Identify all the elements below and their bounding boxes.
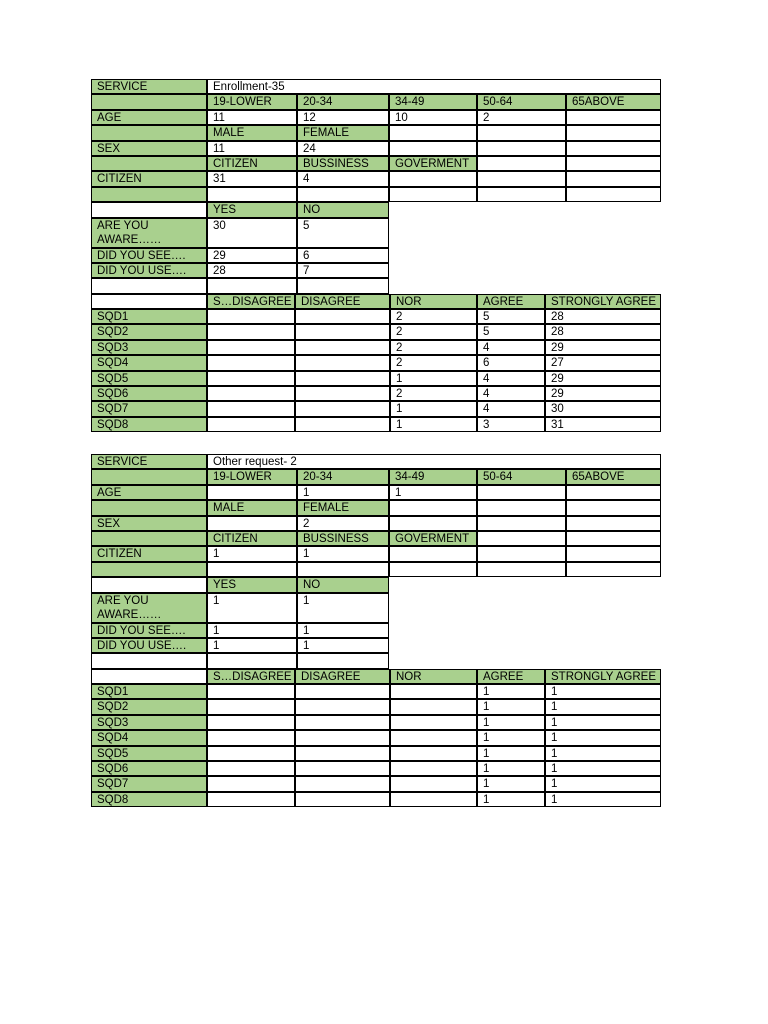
sqd-value [295,776,390,791]
sqd-header: DISAGREE [295,294,390,309]
awareness-no: 6 [297,248,389,263]
sqd-value: 30 [545,401,661,416]
blank-label-cell [91,562,207,577]
sex-value: 24 [297,141,389,156]
citizen-header-row [91,156,661,171]
spacer-row [91,278,661,293]
sqd-value: 4 [477,340,545,355]
sqd-label: SQD6 [91,386,207,401]
sqd-value: 4 [477,386,545,401]
service-label: SERVICE [91,79,207,94]
sqd-header: DISAGREE [295,669,390,684]
awareness-yes: 1 [207,638,297,653]
sqd-label: SQD7 [91,401,207,416]
sqd-header: NOR [390,669,477,684]
sqd-value [390,792,477,807]
sex-header: MALE [207,125,297,140]
citizen-header: CITIZEN [207,156,297,171]
empty-cell [477,546,566,561]
sqd-value: 2 [390,386,477,401]
awareness-label: ARE YOU AWARE…… [91,593,207,623]
age-value: 1 [389,485,477,500]
sqd-header-row [91,294,661,309]
sqd-value [295,684,390,699]
sqd-label: SQD5 [91,371,207,386]
empty-cell [566,562,661,577]
empty-cell [566,171,661,186]
sqd-value: 1 [545,699,661,714]
age-header: 19-LOWER [207,469,297,484]
sqd-value [207,371,295,386]
age-label: AGE [91,485,207,500]
sqd-value [207,699,295,714]
sqd-value [295,324,390,339]
blank-label-cell [91,156,207,171]
sqd-value: 2 [390,309,477,324]
awareness-header: YES [207,202,297,217]
sex-value: 2 [297,516,389,531]
empty-cell [566,500,661,515]
sqd-value: 5 [477,309,545,324]
sqd-row [91,730,661,745]
blank-label-cell [91,202,207,217]
citizen-header: GOVERMENT [389,531,477,546]
empty-cell [477,562,566,577]
sqd-header: S…DISAGREE [207,669,295,684]
blank-label-cell [91,187,207,202]
sqd-value [295,386,390,401]
empty-cell [477,141,566,156]
survey-table-enrollment [91,79,661,432]
spacer-row [91,653,661,668]
citizen-row [91,546,661,561]
age-value [566,485,661,500]
empty-cell [389,125,477,140]
age-value: 1 [297,485,389,500]
citizen-value: 1 [297,546,389,561]
age-header: 65ABOVE [566,469,661,484]
citizen-header: CITIZEN [207,531,297,546]
sqd-value [390,761,477,776]
survey-table-other-request [91,454,661,807]
awareness-yes: 1 [207,623,297,638]
sex-header: MALE [207,500,297,515]
service-row [91,454,661,469]
sqd-header: S…DISAGREE [207,294,295,309]
sqd-value: 28 [545,309,661,324]
awareness-label: ARE YOU AWARE…… [91,218,207,248]
sqd-value: 1 [477,699,545,714]
age-header: 65ABOVE [566,94,661,109]
sqd-row [91,309,661,324]
sqd-value: 29 [545,386,661,401]
sqd-value [207,746,295,761]
sqd-value [207,715,295,730]
sqd-header: AGREE [477,294,545,309]
empty-cell [566,531,661,546]
sex-value: 11 [207,141,297,156]
sqd-row [91,386,661,401]
sqd-value: 1 [390,417,477,432]
age-value: 10 [389,110,477,125]
sqd-header-row [91,669,661,684]
sqd-value [207,417,295,432]
blank-label-cell [91,669,207,684]
age-header: 34-49 [389,469,477,484]
age-header: 20-34 [297,94,389,109]
sqd-row [91,715,661,730]
sqd-value [207,684,295,699]
empty-cell [566,187,661,202]
age-value: 12 [297,110,389,125]
sqd-value: 1 [545,792,661,807]
sqd-value [207,730,295,745]
sqd-label: SQD4 [91,355,207,370]
sqd-label: SQD8 [91,792,207,807]
sqd-row [91,324,661,339]
sqd-value [207,401,295,416]
sqd-row [91,340,661,355]
age-header: 34-49 [389,94,477,109]
sqd-value [295,401,390,416]
sqd-value [207,324,295,339]
empty-cell [297,278,389,293]
sqd-value: 1 [477,746,545,761]
awareness-header: NO [297,577,389,592]
sqd-row [91,417,661,432]
sqd-value: 1 [390,401,477,416]
sqd-value [390,730,477,745]
age-value [566,110,661,125]
awareness-row [91,638,661,653]
empty-cell [389,141,477,156]
citizen-label: CITIZEN [91,546,207,561]
sqd-value: 1 [477,715,545,730]
empty-cell [297,562,389,577]
sqd-header: STRONGLY AGREE [545,294,661,309]
awareness-row [91,218,661,248]
awareness-header: YES [207,577,297,592]
sex-header-row [91,500,661,515]
empty-cell [91,278,207,293]
age-row [91,485,661,500]
sqd-value: 3 [477,417,545,432]
sqd-value [390,746,477,761]
awareness-row [91,623,661,638]
spacer-row [91,562,661,577]
empty-cell [566,156,661,171]
sqd-label: SQD1 [91,309,207,324]
sqd-value: 27 [545,355,661,370]
sqd-label: SQD4 [91,730,207,745]
sqd-value: 29 [545,371,661,386]
sqd-value: 6 [477,355,545,370]
citizen-header: BUSSINESS [297,156,389,171]
sqd-value [295,340,390,355]
blank-label-cell [91,577,207,592]
sqd-label: SQD2 [91,324,207,339]
blank-label-cell [91,294,207,309]
sqd-row [91,355,661,370]
sqd-value [390,715,477,730]
citizen-value: 31 [207,171,297,186]
awareness-header: NO [297,202,389,217]
sqd-label: SQD8 [91,417,207,432]
awareness-yes: 1 [207,593,297,623]
sqd-label: SQD3 [91,340,207,355]
awareness-no: 1 [297,638,389,653]
citizen-header: BUSSINESS [297,531,389,546]
empty-cell [477,171,566,186]
empty-cell [477,500,566,515]
sqd-value: 1 [390,371,477,386]
sqd-label: SQD6 [91,761,207,776]
sqd-value: 1 [545,746,661,761]
sqd-row [91,401,661,416]
sqd-value [390,699,477,714]
empty-cell [389,562,477,577]
sqd-value: 5 [477,324,545,339]
sqd-value [295,792,390,807]
awareness-row [91,248,661,263]
empty-cell [477,531,566,546]
sqd-row [91,684,661,699]
sqd-value: 1 [545,776,661,791]
empty-cell [477,187,566,202]
spacer-row [91,187,661,202]
sqd-label: SQD1 [91,684,207,699]
sqd-value [390,684,477,699]
empty-cell [389,500,477,515]
awareness-yes: 30 [207,218,297,248]
sqd-value [390,776,477,791]
sqd-value [207,792,295,807]
sqd-value: 1 [477,730,545,745]
sex-label: SEX [91,516,207,531]
empty-cell [566,125,661,140]
sqd-value [295,715,390,730]
sex-header: FEMALE [297,500,389,515]
sqd-value [295,309,390,324]
sqd-value: 1 [477,684,545,699]
age-label: AGE [91,110,207,125]
sqd-value [295,699,390,714]
sqd-value [295,761,390,776]
awareness-yes: 29 [207,248,297,263]
empty-cell [297,187,389,202]
awareness-row [91,593,661,623]
awareness-no: 7 [297,263,389,278]
awareness-header-row [91,577,661,592]
citizen-value [389,171,477,186]
citizen-label: CITIZEN [91,171,207,186]
awareness-label: DID YOU USE…. [91,638,207,653]
sex-header: FEMALE [297,125,389,140]
sex-label: SEX [91,141,207,156]
citizen-header: GOVERMENT [389,156,477,171]
empty-cell [566,516,661,531]
awareness-label: DID YOU SEE…. [91,623,207,638]
sqd-value: 4 [477,401,545,416]
sqd-value: 1 [545,730,661,745]
service-label: SERVICE [91,454,207,469]
empty-cell [207,187,297,202]
age-value [207,485,297,500]
sqd-label: SQD3 [91,715,207,730]
sqd-value: 2 [390,324,477,339]
sqd-row [91,371,661,386]
empty-cell [389,187,477,202]
sqd-label: SQD5 [91,746,207,761]
sqd-value [207,386,295,401]
awareness-row [91,263,661,278]
sex-row [91,141,661,156]
service-value: Other request- 2 [207,454,661,469]
sex-row [91,516,661,531]
sqd-value [295,371,390,386]
sqd-value: 1 [477,761,545,776]
empty-cell [207,562,297,577]
age-row [91,110,661,125]
sqd-value [207,355,295,370]
sqd-row [91,792,661,807]
sqd-value: 1 [545,715,661,730]
age-header: 50-64 [477,469,566,484]
awareness-no: 1 [297,623,389,638]
empty-cell [477,516,566,531]
age-header-row [91,469,661,484]
empty-cell [207,278,297,293]
age-value: 2 [477,110,566,125]
age-header-row [91,94,661,109]
citizen-row [91,171,661,186]
empty-cell [297,653,389,668]
sqd-row [91,699,661,714]
sqd-value [295,730,390,745]
sqd-value: 2 [390,355,477,370]
sqd-label: SQD7 [91,776,207,791]
sqd-value: 1 [545,684,661,699]
sqd-row [91,761,661,776]
empty-cell [91,653,207,668]
sqd-value [295,417,390,432]
sqd-header: NOR [390,294,477,309]
citizen-value [389,546,477,561]
citizen-value: 1 [207,546,297,561]
age-header: 20-34 [297,469,389,484]
sex-value [207,516,297,531]
sqd-value: 29 [545,340,661,355]
sqd-value: 28 [545,324,661,339]
citizen-header-row [91,531,661,546]
service-value: Enrollment-35 [207,79,661,94]
sqd-value [207,776,295,791]
blank-label-cell [91,531,207,546]
blank-label-cell [91,125,207,140]
awareness-no: 5 [297,218,389,248]
sqd-value [207,309,295,324]
empty-cell [389,516,477,531]
sqd-value: 4 [477,371,545,386]
awareness-no: 1 [297,593,389,623]
blank-label-cell [91,469,207,484]
sqd-value: 31 [545,417,661,432]
sex-header-row [91,125,661,140]
sqd-value [207,761,295,776]
empty-cell [207,653,297,668]
age-header: 19-LOWER [207,94,297,109]
sqd-value: 1 [545,761,661,776]
sqd-header: STRONGLY AGREE [545,669,661,684]
empty-cell [477,156,566,171]
awareness-yes: 28 [207,263,297,278]
sqd-value: 1 [477,792,545,807]
blank-label-cell [91,94,207,109]
awareness-header-row [91,202,661,217]
age-value [477,485,566,500]
age-value: 11 [207,110,297,125]
sqd-row [91,776,661,791]
sqd-value [295,355,390,370]
service-row [91,79,661,94]
sqd-row [91,746,661,761]
empty-cell [477,125,566,140]
sqd-label: SQD2 [91,699,207,714]
empty-cell [566,546,661,561]
awareness-label: DID YOU SEE…. [91,248,207,263]
sqd-header: AGREE [477,669,545,684]
sqd-value [207,340,295,355]
sqd-value [295,746,390,761]
blank-label-cell [91,500,207,515]
empty-cell [566,141,661,156]
citizen-value: 4 [297,171,389,186]
age-header: 50-64 [477,94,566,109]
sqd-value: 1 [477,776,545,791]
sqd-value: 2 [390,340,477,355]
awareness-label: DID YOU USE…. [91,263,207,278]
